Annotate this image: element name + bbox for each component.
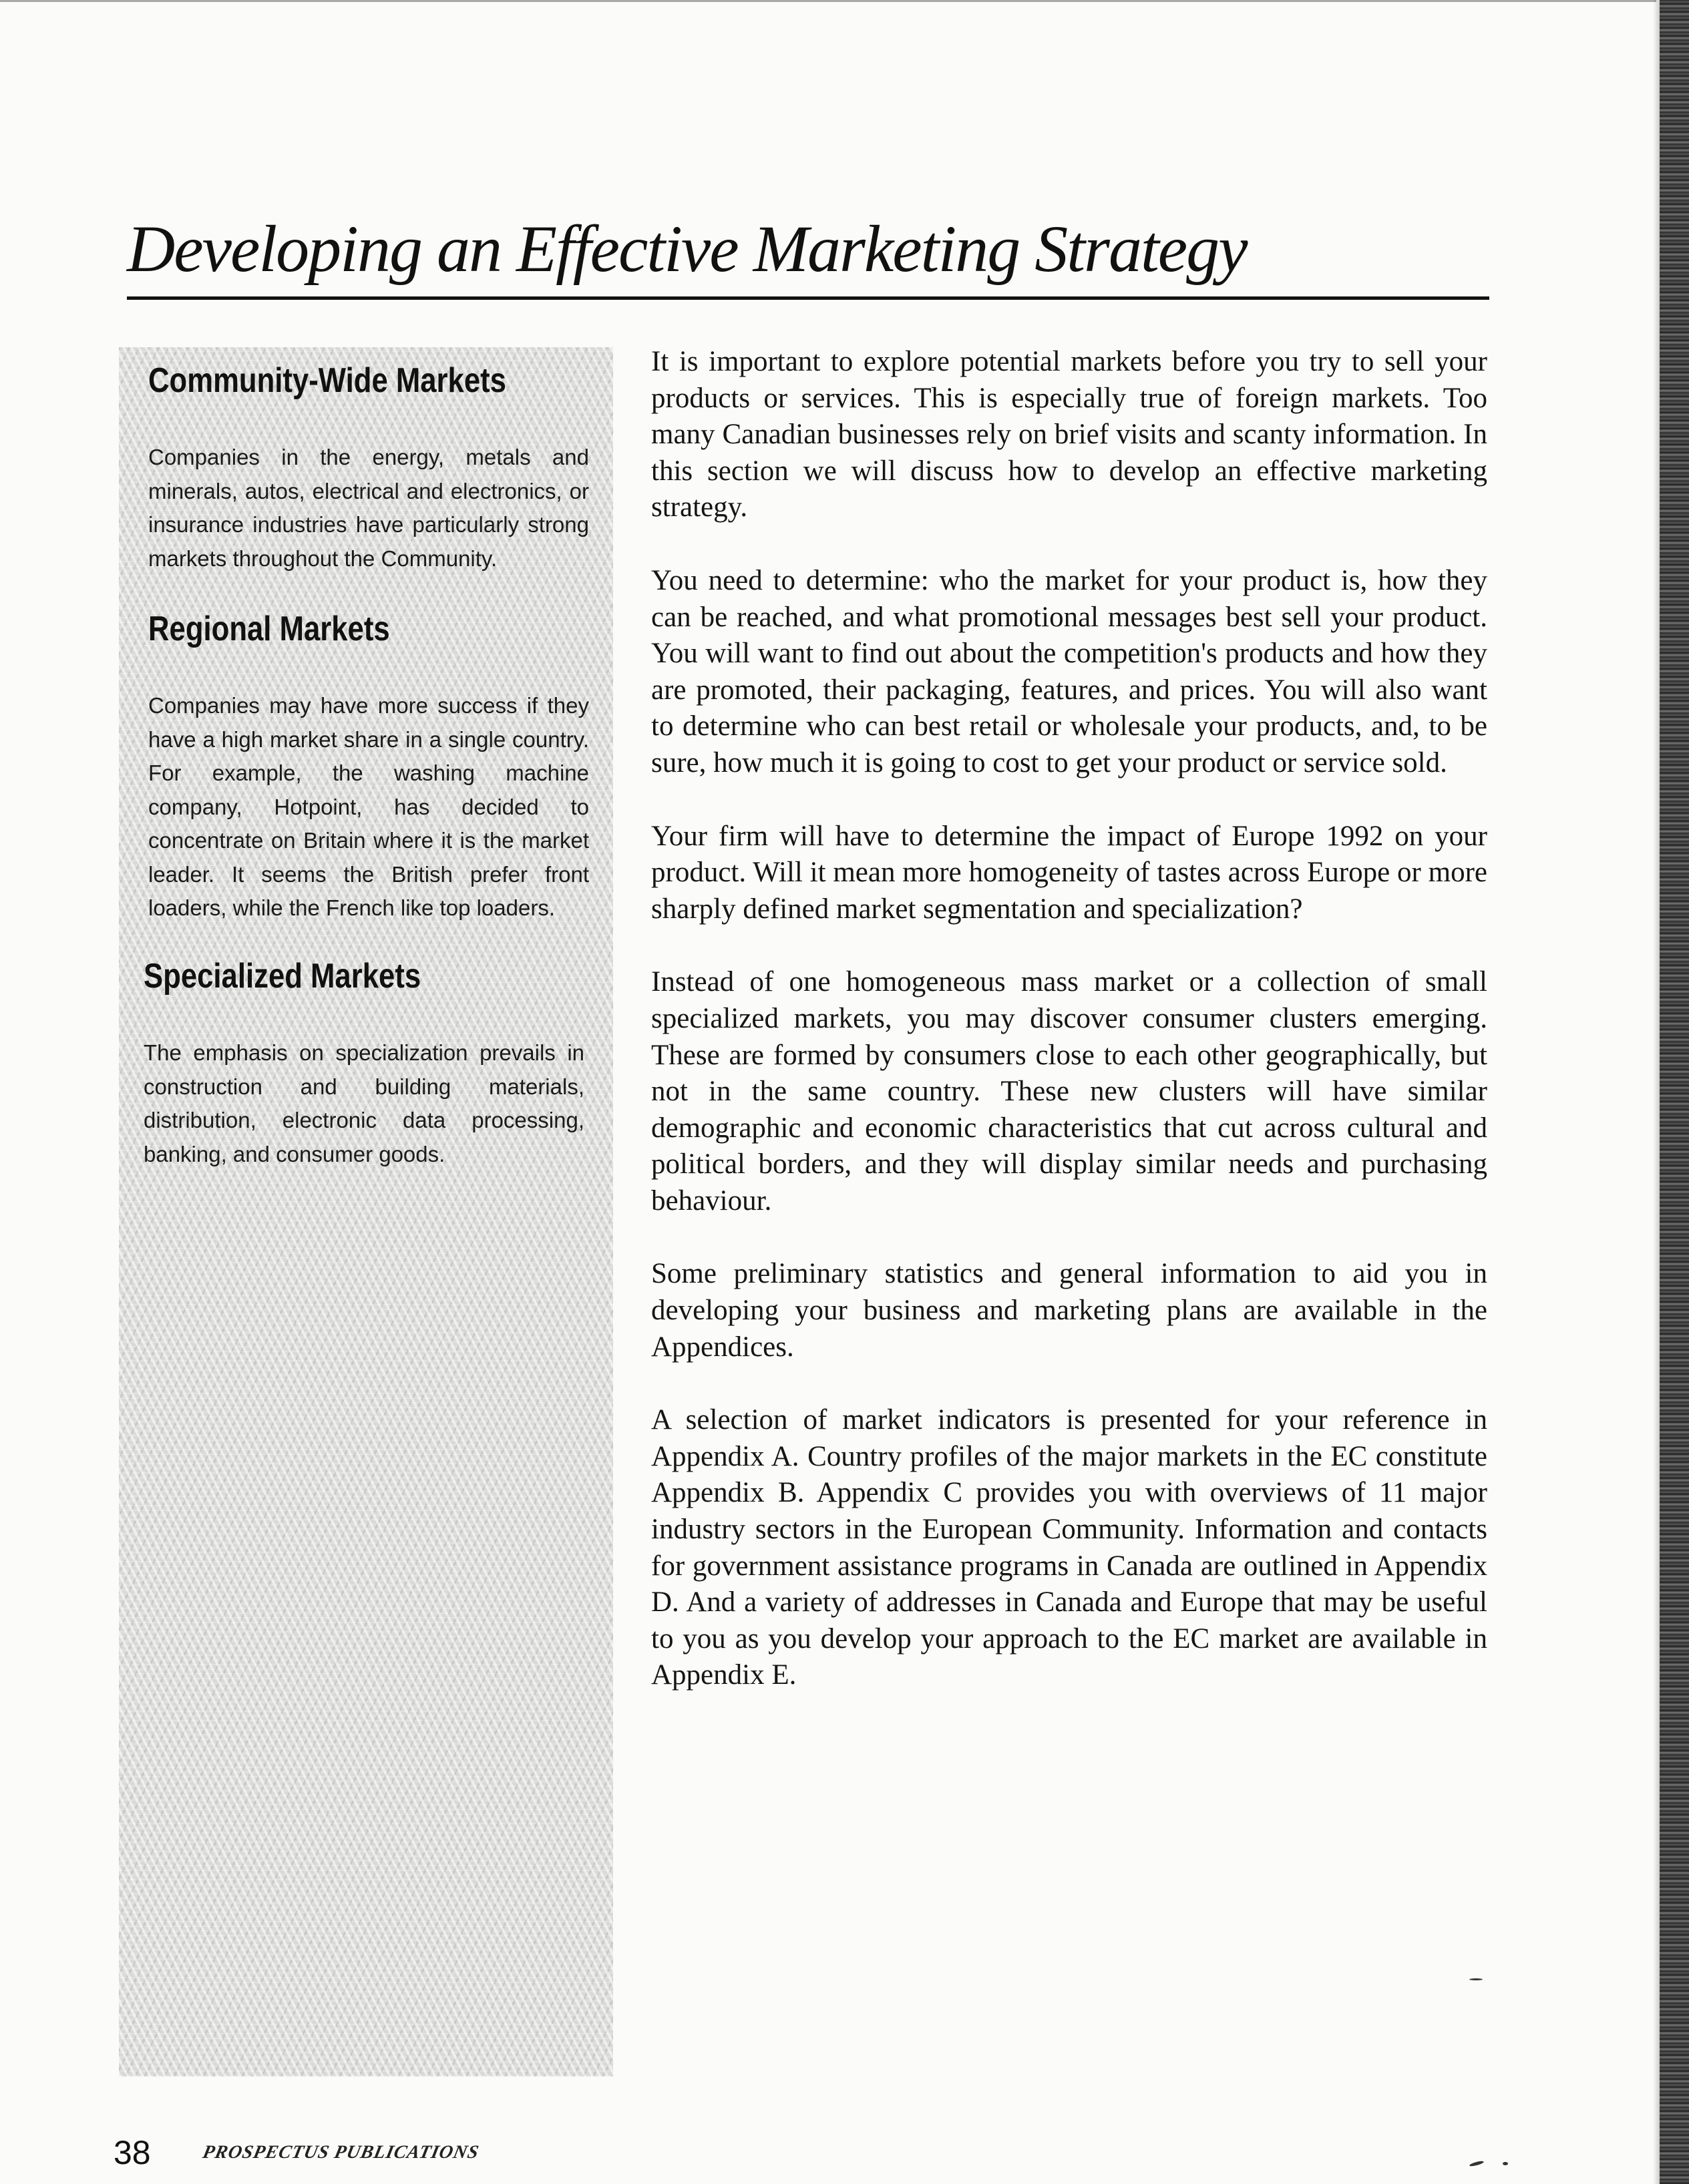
- body-paragraph: Your firm will have to determine the impact of Europe 1992 on your product. Will it mean more homogeneity of tastes across Europe or more sharply defined market segmentation and specialization?: [651, 820, 1487, 925]
- body-column: [651, 344, 1487, 1731]
- sidebar-text-regional: Companies may have more success if they have a high market share in a single country. For example, the washing machine company, Hotpoint, has decided to concentrate on Britain where it is the market leader. It seems the British prefer front loaders, while the French like top loaders.: [148, 693, 589, 920]
- sidebar-panel: [119, 347, 613, 2077]
- sidebar-text-community-wide: Companies in the energy, metals and minerals, autos, electrical and electronics, or insurance industries have particularly strong markets throughout the Community.: [148, 445, 589, 571]
- sidebar-text-specialized: The emphasis on specialization prevails in construction and building materials, distribution, electronic data processing, banking, and consumer goods.: [144, 1040, 584, 1166]
- scan-speck: [1469, 2160, 1485, 2167]
- body-paragraph: It is important to explore potential markets before you try to sell your products or services. This is especially true of foreign markets. Too many Canadian businesses rely on brief visits and scanty information. In this section we will discuss how to develop an effective marketing strategy.: [651, 346, 1487, 523]
- sidebar-heading-regional: Regional Markets: [148, 610, 390, 648]
- body-paragraph: You need to determine: who the market for your product is, how they can be reached, and what promotional messages best sell your product. You will want to find out about the competition's products and how they are promoted, their packaging, features, and prices. You will also want to determine who can best retail or wholesale your products, and, to be sure, how much it is going to cost to get your product or service sold.: [651, 564, 1487, 779]
- body-paragraph: Instead of one homogeneous mass market or a collection of small specialized markets, you may discover consumer clusters emerging. These are formed by consumers close to each other geographically, but not in the same country. These new clusters will have similar demographic and economic characteristics that cut across cultural and political borders, and they will display similar needs and purchasing behaviour.: [651, 966, 1487, 1217]
- body-paragraph: Some preliminary statistics and general information to aid you in developing your business and marketing plans are available in the Appendices.: [651, 1258, 1487, 1363]
- scan-edge: [1660, 0, 1689, 2184]
- page-number: 38: [114, 2134, 151, 2171]
- sidebar-heading-specialized: Specialized Markets: [144, 957, 421, 996]
- sidebar-heading-community-wide: Community-Wide Markets: [148, 361, 506, 400]
- body-paragraph: A selection of market indicators is presented for your reference in Appendix A. Country profiles of the major markets in the EC constitute Appendix B. Appendix C provides you with overviews of 11 major industry sectors in the European Community. Information and contacts for government assistance programs in Canada are outlined in Appendix D. And a variety of addresses in Canada and Europe that may be useful to you as you develop your approach to the EC market are available in Appendix E.: [651, 1404, 1487, 1691]
- scan-speck: [1469, 1978, 1483, 1980]
- publisher-logo: PROSPECTUS PUBLICATIONS: [200, 2142, 481, 2163]
- title-rule: [127, 296, 1489, 300]
- scan-top-line: [0, 0, 1656, 2]
- scan-speck: [1503, 2162, 1508, 2165]
- page-title: Developing an Effective Marketing Strategy: [127, 212, 1247, 286]
- page-footer: [114, 2133, 481, 2172]
